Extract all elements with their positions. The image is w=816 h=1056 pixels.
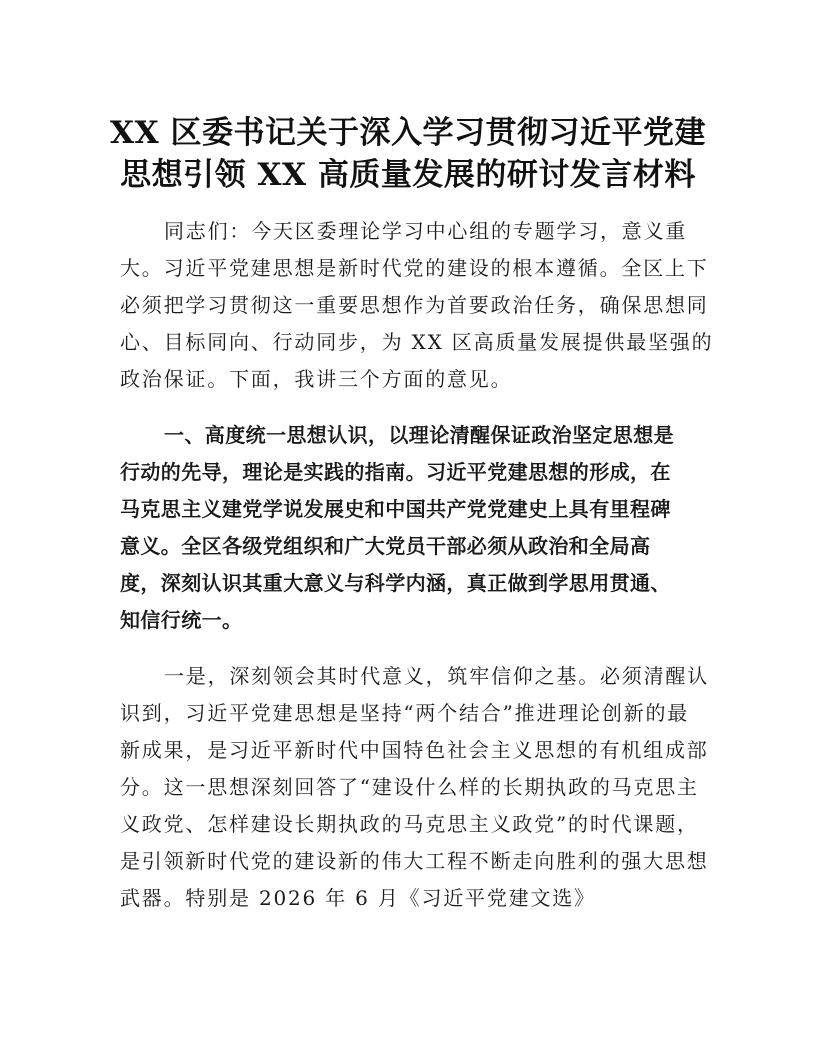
paragraph-line: 行动的先导，理论是实践的指南。习近平党建思想的形成，在	[120, 460, 671, 484]
paragraph-line: 意义。全区各级党组织和广大党员干部必须从政治和全局高	[120, 534, 651, 558]
paragraph-line: 义政党、怎样建设长期执政的马克思主义政党”的时代课题，	[120, 812, 699, 836]
intro-paragraph	[120, 213, 714, 398]
paragraph-line: 识到，习近平党建思想是坚持“两个结合”推进理论创新的最	[120, 701, 690, 725]
paragraph-line: 同志们：今天区委理论学习中心组的专题学习，意义重	[164, 219, 688, 243]
title-line: XX 区委书记关于深入学习贯彻习近平党建	[110, 115, 706, 151]
paragraph-line: 马克思主义建党学说发展史和中国共产党党建史上具有里程碑	[120, 497, 671, 521]
paragraph-line: 政治保证。下面，我讲三个方面的意见。	[120, 367, 513, 391]
document-title	[100, 112, 716, 196]
section-heading-paragraph	[120, 417, 696, 639]
point-one-paragraph	[120, 658, 709, 917]
title-line: 思想引领 XX 高质量发展的研讨发言材料	[120, 157, 696, 193]
paragraph-line: 一、高度统一思想认识，以理论清醒保证政治坚定思想是	[164, 423, 674, 447]
paragraph-line: 度，深刻认识其重大意义与科学内涵，真正做到学思用贯通、	[120, 571, 671, 595]
paragraph-line: 分。这一思想深刻回答了“建设什么样的长期执政的马克思主	[120, 775, 699, 799]
paragraph-line: 新成果，是习近平新时代中国特色社会主义思想的有机组成部	[120, 738, 709, 762]
paragraph-line: 一是，深刻领会其时代意义，筑牢信仰之基。必须清醒认	[164, 664, 709, 688]
paragraph-line: 知信行统一。	[120, 608, 243, 632]
paragraph-line: 心、目标同向、行动同步，为 XX 区高质量发展提供最坚强的	[120, 330, 714, 354]
paragraph-line: 武器。特别是 2026 年 6 月《习近平党建文选》	[120, 886, 596, 910]
paragraph-line: 是引领新时代党的建设新的伟大工程不断走向胜利的强大思想	[120, 849, 709, 873]
paragraph-line: 大。习近平党建思想是新时代党的建设的根本遵循。全区上下	[120, 256, 709, 280]
paragraph-line: 必须把学习贯彻这一重要思想作为首要政治任务，确保思想同	[120, 293, 709, 317]
